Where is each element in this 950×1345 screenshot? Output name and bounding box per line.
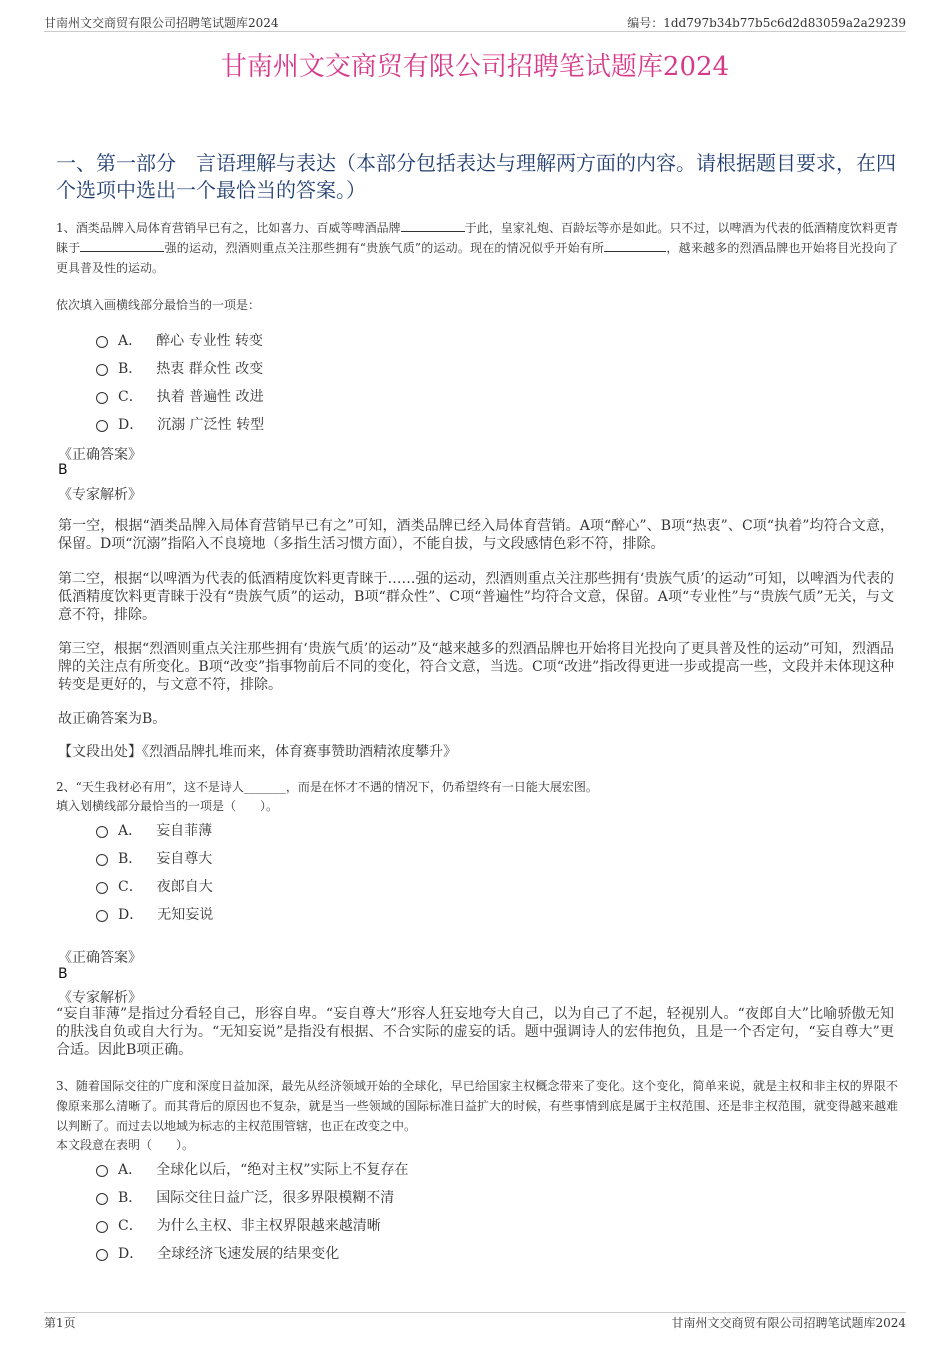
radio-icon[interactable] [96, 364, 108, 376]
question-3-option-a[interactable]: A． 全球化以后，“绝对主权”实际上不复存在 [96, 1159, 408, 1179]
question-3-prompt: 本文段意在表明（ ）。 [56, 1138, 195, 1152]
question-3-option-d[interactable]: D． 全球经济飞速发展的结果变化 [96, 1243, 339, 1263]
section-heading: 一、第一部分 言语理解与表达（本部分包括表达与理解两方面的内容。请根据题目要求，在四个选项中选出一个最恰当的答案。） [56, 151, 896, 202]
question-1-prompt: 依次填入画横线部分最恰当的一项是： [56, 298, 261, 312]
radio-icon[interactable] [96, 1249, 108, 1261]
radio-icon[interactable] [96, 1165, 108, 1177]
question-2-answer: B [58, 966, 68, 982]
radio-icon[interactable] [96, 1221, 108, 1233]
radio-icon[interactable] [96, 392, 108, 404]
question-2-option-d[interactable]: D． 无知妄说 [96, 904, 213, 924]
question-1-answer: B [58, 462, 68, 478]
fill-blank-2 [80, 239, 164, 252]
question-3-stem: 3、随着国际交往的广度和深度日益加深，最先从经济领域开始的全球化，早已给国家主权概念带来了变化。这个变化，简单来说，就是主权和非主权的界限不像原来那么清晰了。而其背后的原因也不复杂，就是当一些领域的国际标准日益扩大的时候，有些事情到底是属于主权范围、还是非主权范围，就变得越来越难以判断了。而过去以地域为标志的主权范围管辖，也正在改变之中。 [56, 1079, 898, 1133]
footer-divider [44, 1312, 906, 1313]
radio-icon[interactable] [96, 1193, 108, 1205]
question-1-analysis-para-1: 第一空，根据“酒类品牌入局体育营销早已有之”可知，酒类品牌已经入局体育营销。A项“醉心”、B项“热衷”、C项“执着”均符合文意，保留。D项“沉溺”指陷入不良境地（多指生活习惯方面），不能自拔，与文段感情色彩不符，排除。 [58, 518, 894, 552]
question-1-analysis-label: 《专家解析》 [58, 487, 142, 503]
question-1-option-c[interactable]: C． 执着 普遍性 改进 [96, 386, 264, 406]
header-doc-title: 甘南州文交商贸有限公司招聘笔试题库2024 [44, 16, 279, 30]
question-2-stem: 2、“天生我材必有用”，这不是诗人_______，而是在怀才不遇的情况下，仍希望终有一日能大展宏图。 [56, 780, 598, 794]
question-1-analysis-para-3: 第三空，根据“烈酒则重点关注那些拥有‘贵族气质’的运动”及“越来越多的烈酒品牌也开始将目光投向了更具普及性的运动”可知，烈酒品牌的关注点有所变化。B项“改变”指事物前后不同的变化，符合文意，当选。C项“改进”指改得更进一步或提高一些，文段并未体现这种转变是更好的，与文意不符，排除。 [58, 641, 894, 693]
question-1-analysis-para-2: 第二空，根据“以啤酒为代表的低酒精度饮料更青睐于……强的运动，烈酒则重点关注那些拥有‘贵族气质’的运动”可知，以啤酒为代表的低酒精度饮料更青睐于没有“贵族气质”的运动，B项“群众性”、C项“普遍性”均符合文意，保留。A项“专业性”与“贵族气质”无关，与文意不符，排除。 [58, 571, 894, 623]
radio-icon[interactable] [96, 882, 108, 894]
question-3-option-b[interactable]: B． 国际交往日益广泛，很多界限模糊不清 [96, 1187, 394, 1207]
question-2-option-c[interactable]: C． 夜郎自大 [96, 876, 213, 896]
question-1-stem: 1、酒类品牌入局体育营销早已有之，比如喜力、百威等啤酒品牌 于此，皇家礼炮、百龄坛等亦是如此。只不过，以啤酒为代表的低酒精度饮料更青睐于 强的运动，烈酒则重点关注那些拥有“贵族气质”的运动。现在的情况似乎开始有所 ，越来越多的烈酒品牌也开始将目光投向了更具普及性的运动。 [56, 221, 898, 275]
radio-icon[interactable] [96, 420, 108, 432]
question-2-analysis-label: 《专家解析》 [58, 990, 142, 1006]
question-1-option-d[interactable]: D． 沉溺 广泛性 转型 [96, 414, 264, 434]
question-2-option-a[interactable]: A． 妄自菲薄 [96, 820, 212, 840]
footer-doc-title: 甘南州文交商贸有限公司招聘笔试题库2024 [671, 1316, 906, 1330]
header-doc-id: 编号：1dd797b34b77b5c6d2d83059a2a29239 [627, 16, 906, 30]
question-2-analysis: “妄自菲薄”是指过分看轻自己，形容自卑。“妄自尊大”形容人狂妄地夸大自己，以为自己了不起，轻视别人。“夜郎自大”比喻骄傲无知的肤浅自负或自大行为。“无知妄说”是指没有根据、不合实际的虚妄的话。题中强调诗人的宏伟抱负，且是一个否定句，“妄自尊大”更合适。因此B项正确。 [56, 1006, 894, 1058]
question-1-answer-label: 《正确答案》 [58, 447, 142, 463]
radio-icon[interactable] [96, 910, 108, 922]
question-1-option-b[interactable]: B． 热衷 群众性 改变 [96, 358, 263, 378]
footer-page-number: 第1页 [44, 1316, 76, 1330]
question-2-option-b[interactable]: B． 妄自尊大 [96, 848, 212, 868]
page-title: 甘南州文交商贸有限公司招聘笔试题库2024 [220, 52, 730, 82]
fill-blank-1 [401, 219, 465, 232]
question-1-source: 【文段出处】《烈酒品牌扎堆而来，体育赛事赞助酒精浓度攀升》 [58, 744, 457, 760]
radio-icon[interactable] [96, 826, 108, 838]
question-2-answer-label: 《正确答案》 [58, 950, 142, 966]
fill-blank-3 [604, 239, 666, 252]
question-1-conclusion: 故正确答案为B。 [58, 711, 167, 727]
question-2-prompt: 填入划横线部分最恰当的一项是（ ）。 [56, 799, 279, 813]
radio-icon[interactable] [96, 854, 108, 866]
radio-icon[interactable] [96, 336, 108, 348]
question-1-option-a[interactable]: A． 醉心 专业性 转变 [96, 330, 263, 350]
header-divider [44, 31, 906, 32]
question-3-option-c[interactable]: C． 为什么主权、非主权界限越来越清晰 [96, 1215, 381, 1235]
